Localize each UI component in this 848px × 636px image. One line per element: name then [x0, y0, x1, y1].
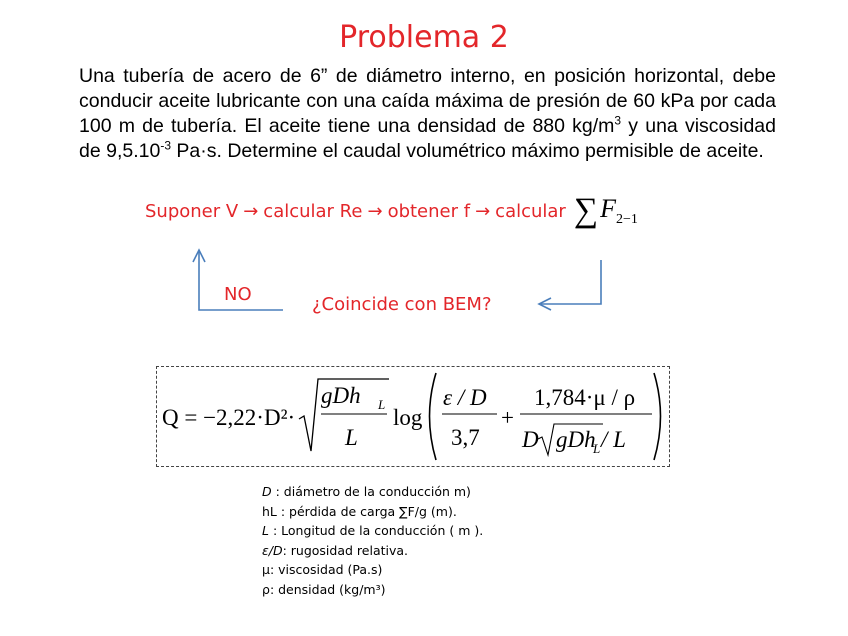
slide-title: Problema 2	[339, 20, 509, 55]
sqrt-numerator: gDh	[321, 383, 361, 408]
legend-var: μ	[262, 562, 270, 577]
step-arrow-icon: →	[367, 200, 383, 222]
legend-item	[262, 541, 483, 561]
sqrt-numerator-sub: L	[378, 397, 386, 412]
return-arrow-line	[541, 260, 601, 304]
right-paren-icon	[654, 373, 661, 460]
step-calcular-re: calcular Re	[263, 200, 363, 222]
legend-desc: : pérdida de carga ∑F/g (m).	[276, 503, 457, 519]
legend-item	[262, 560, 483, 580]
frac2-den-sub: L	[593, 441, 601, 456]
legend-item	[262, 521, 483, 541]
step-arrow-icon: →	[475, 200, 491, 222]
formula-lhs: Q = −2,22·D²·	[162, 405, 296, 430]
log-label: log	[393, 405, 423, 430]
legend-desc: : densidad (kg/m³)	[269, 581, 386, 597]
sum-var-subscript: 2−1	[615, 212, 638, 228]
step-obtener-f: obtener f	[387, 200, 471, 222]
frac2-numerator: 1,784·μ / ρ	[534, 385, 636, 410]
legend-desc: : Longitud de la conducción ( m ).	[268, 523, 484, 538]
legend-item	[262, 482, 483, 502]
sum-var-letter: F	[600, 193, 616, 223]
legend-var: ε/D	[262, 542, 283, 558]
formula-svg	[157, 367, 669, 466]
step-arrow-icon: →	[243, 200, 259, 222]
statement-text-3: Pa·s. Determine el caudal volumétrico máximo permisible de aceite.	[171, 140, 764, 162]
statement-text-1: Una tubería de acero de 6” de diámetro interno, en posición horizontal, debe conducir aceite lubricante con una caída máxima de presión de 60 kPa por cada 100 m de tubería. El aceite tiene una densidad de 880 kg/m	[79, 65, 776, 137]
legend-desc: : viscosidad (Pa.s)	[269, 562, 383, 577]
legend-desc: : diámetro de la conducción m)	[271, 484, 471, 499]
legend-var: ρ	[262, 581, 270, 597]
left-paren-icon	[430, 373, 437, 460]
legend-var: L	[262, 523, 269, 538]
variable-legend	[262, 482, 483, 599]
frac1-numerator: ε / D	[443, 385, 487, 410]
plus-sign: +	[501, 405, 514, 430]
legend-desc: : rugosidad relativa.	[282, 542, 409, 558]
summation-symbol: ∑	[573, 192, 599, 229]
statement-sup-1: 3	[614, 113, 622, 128]
step-calcular: calcular	[495, 200, 566, 222]
legend-var: hL	[262, 503, 277, 519]
formula-box	[156, 366, 670, 467]
no-label: NO	[224, 284, 252, 305]
sqrt-denominator: L	[345, 425, 358, 450]
frac1-denominator: 3,7	[451, 425, 480, 450]
step-suponer-v: Suponer V	[145, 200, 239, 222]
statement-sup-2: -3	[160, 138, 171, 153]
legend-item	[262, 580, 483, 600]
bem-question: ¿Coincide con BEM?	[312, 294, 492, 315]
statement-text-2: y una viscosidad de 9,5.10	[79, 115, 776, 162]
frac2-den-over-l: / L	[601, 427, 626, 452]
frac2-den-radicand: gDh	[556, 427, 596, 452]
legend-var: D	[262, 484, 272, 499]
legend-item	[262, 502, 483, 522]
frac2-den-d: D	[522, 427, 539, 452]
